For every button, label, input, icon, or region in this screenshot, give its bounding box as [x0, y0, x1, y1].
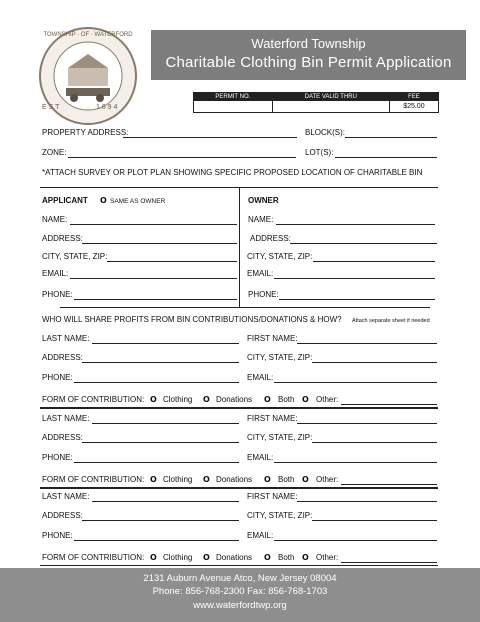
date-valid-header: DATE VALID THRU	[272, 93, 389, 101]
contributor-3-city-field[interactable]	[312, 520, 437, 521]
contributor-2-first-name-label: FIRST NAME:	[247, 414, 298, 423]
contributor-3-both-bubble[interactable]: O	[264, 553, 271, 562]
footer-address: 2131 Auburn Avenue Atco, New Jersey 08004	[143, 573, 337, 584]
contributor-1-first-name-label: FIRST NAME:	[247, 334, 298, 343]
owner-name-field[interactable]	[276, 224, 435, 225]
permit-table	[193, 92, 439, 113]
applicant-phone-label: PHONE:	[42, 290, 73, 299]
permit-no-field[interactable]	[194, 101, 273, 113]
contributor-3-address-field[interactable]	[82, 520, 239, 521]
fee-header: FEE	[389, 93, 438, 101]
contributor-2-last-name-label: LAST NAME:	[42, 414, 90, 423]
contributor-1-donations-bubble[interactable]: O	[203, 395, 210, 404]
owner-address-label: ADDRESS:	[250, 234, 291, 243]
contributor-1-email-field[interactable]	[274, 382, 437, 383]
seal-year: 1 6 9 4	[96, 104, 118, 111]
contributor-2-address-field[interactable]	[82, 442, 239, 443]
lots-field[interactable]	[335, 157, 437, 158]
owner-city-field[interactable]	[313, 261, 435, 262]
footer-phone-fax: Phone: 856-768-2300 Fax: 856-768-1703	[152, 586, 328, 597]
contributor-1-address-label: ADDRESS:	[42, 353, 83, 362]
date-valid-field[interactable]	[272, 101, 389, 113]
footer-website[interactable]: www.waterfordtwp.org	[193, 600, 287, 611]
contributor-2-phone-label: PHONE:	[42, 453, 73, 462]
contributor-2-clothing-label: Clothing	[163, 475, 193, 484]
form-title: Charitable Clothing Bin Permit Application	[165, 54, 452, 71]
contributor-2-last-name-field[interactable]	[92, 423, 239, 424]
contributor-3-donations-bubble[interactable]: O	[203, 553, 210, 562]
contributor-1-address-field[interactable]	[82, 362, 239, 363]
owner-email-label: EMAIL:	[247, 269, 274, 278]
contributor-3-divider	[40, 565, 438, 566]
contributor-3-city-label: CITY, STATE, ZIP:	[247, 511, 313, 520]
column-divider	[239, 188, 240, 308]
contributor-2-other-bubble[interactable]: O	[302, 475, 309, 484]
same-as-owner-bubble[interactable]: O	[100, 196, 107, 205]
contributor-2-donations-bubble[interactable]: O	[203, 475, 210, 484]
applicant-email-field[interactable]	[70, 278, 237, 279]
contributor-3-last-name-field[interactable]	[92, 501, 239, 502]
owner-phone-label: PHONE:	[248, 290, 279, 299]
contributor-3-last-name-label: LAST NAME:	[42, 492, 90, 501]
contributor-1-email-label: EMAIL:	[247, 373, 274, 382]
applicant-city-field[interactable]	[107, 261, 237, 262]
contributor-1-phone-field[interactable]	[74, 382, 239, 383]
contributor-1-divider	[40, 407, 438, 409]
contributor-3-first-name-field[interactable]	[297, 501, 437, 502]
owner-title: OWNER	[248, 196, 279, 205]
contributor-2-phone-field[interactable]	[74, 462, 239, 463]
applicant-name-field[interactable]	[70, 224, 237, 225]
property-address-field[interactable]	[123, 137, 297, 138]
contributor-1-donations-label: Donations	[216, 395, 253, 404]
contributor-3-phone-label: PHONE:	[42, 531, 73, 540]
seal-est: E S T	[42, 104, 60, 111]
contributor-1-last-name-field[interactable]	[92, 343, 239, 344]
contributor-2-city-label: CITY, STATE, ZIP:	[247, 433, 313, 442]
applicant-address-field[interactable]	[82, 243, 237, 244]
zone-label: ZONE:	[42, 148, 67, 157]
blocks-label: BLOCK(S):	[305, 128, 346, 137]
seal-top-text: TOWNSHIP · OF · WATERFORD	[43, 32, 133, 38]
applicant-city-label: CITY, STATE, ZIP:	[42, 252, 108, 261]
owner-name-label: NAME:	[248, 215, 274, 224]
contributor-1-other-label: Other:	[316, 395, 339, 404]
contributor-2-divider	[40, 487, 438, 489]
contributor-1-form-label: FORM OF CONTRIBUTION:	[42, 395, 145, 404]
footer	[0, 568, 480, 622]
contributor-2-both-label: Both	[278, 475, 295, 484]
contributor-2-email-label: EMAIL:	[247, 453, 274, 462]
contributor-1-phone-label: PHONE:	[42, 373, 73, 382]
contributor-3-other-bubble[interactable]: O	[302, 553, 309, 562]
contributor-1-city-field[interactable]	[312, 362, 437, 363]
applicant-phone-field[interactable]	[74, 299, 237, 300]
profits-note: Attach separate sheet if needed	[352, 318, 430, 324]
contributor-2-donations-label: Donations	[216, 475, 253, 484]
contributor-2-address-label: ADDRESS:	[42, 433, 83, 442]
permit-no-header: PERMIT NO.	[194, 93, 273, 101]
applicant-title: APPLICANT	[42, 196, 88, 205]
owner-phone-field[interactable]	[279, 299, 435, 300]
township-name: Waterford Township	[251, 36, 366, 51]
property-address-label: PROPERTY ADDRESS:	[42, 128, 129, 137]
contributor-3-address-label: ADDRESS:	[42, 511, 83, 520]
contributor-3-clothing-bubble[interactable]: O	[150, 553, 157, 562]
contributor-3-form-label: FORM OF CONTRIBUTION:	[42, 553, 145, 562]
same-as-owner-label: SAME AS OWNER	[110, 198, 166, 205]
contributor-1-last-name-label: LAST NAME:	[42, 334, 90, 343]
blocks-field[interactable]	[345, 137, 437, 138]
contributor-1-city-label: CITY, STATE, ZIP:	[247, 353, 313, 362]
contributor-2-form-label: FORM OF CONTRIBUTION:	[42, 475, 145, 484]
contributor-1-other-field[interactable]	[341, 404, 437, 405]
fee-value: $25.00	[389, 101, 438, 113]
contributor-1-first-name-field[interactable]	[297, 343, 437, 344]
contributor-3-donations-label: Donations	[216, 553, 253, 562]
contributor-3-email-label: EMAIL:	[247, 531, 274, 540]
contributor-2-email-field[interactable]	[274, 462, 437, 463]
attach-note: *ATTACH SURVEY OR PLOT PLAN SHOWING SPECIFIC PROPOSED LOCATION OF CHARITABLE BIN	[42, 168, 423, 177]
contributor-2-clothing-bubble[interactable]: O	[150, 475, 157, 484]
owner-email-field[interactable]	[274, 278, 435, 279]
section-divider	[60, 307, 430, 308]
applicant-address-label: ADDRESS:	[42, 234, 83, 243]
zone-field[interactable]	[68, 157, 296, 158]
contributor-1-other-bubble[interactable]: O	[302, 395, 309, 404]
applicant-email-label: EMAIL:	[42, 269, 69, 278]
contributor-1-clothing-bubble[interactable]: O	[150, 395, 157, 404]
seal-graphic	[38, 26, 138, 126]
township-seal	[38, 26, 138, 126]
contributor-3-first-name-label: FIRST NAME:	[247, 492, 298, 501]
contributor-1-both-label: Both	[278, 395, 295, 404]
contributor-3-other-field[interactable]	[341, 562, 437, 563]
owner-city-label: CITY, STATE, ZIP:	[247, 252, 313, 261]
contributor-3-phone-field[interactable]	[74, 540, 239, 541]
contributor-1-both-bubble[interactable]: O	[264, 395, 271, 404]
contributor-2-first-name-field[interactable]	[297, 423, 437, 424]
contributor-2-other-field[interactable]	[341, 484, 437, 485]
contributor-1-clothing-label: Clothing	[163, 395, 193, 404]
contributor-2-city-field[interactable]	[312, 442, 437, 443]
contributor-3-other-label: Other:	[316, 553, 339, 562]
applicant-name-label: NAME:	[42, 215, 68, 224]
profits-question: WHO WILL SHARE PROFITS FROM BIN CONTRIBUTIONS/DONATIONS & HOW?	[42, 315, 342, 324]
contributor-2-both-bubble[interactable]: O	[264, 475, 271, 484]
contributor-3-both-label: Both	[278, 553, 295, 562]
lots-label: LOT(S):	[305, 148, 334, 157]
header-banner	[151, 30, 466, 80]
owner-address-field[interactable]	[290, 243, 437, 244]
contributor-2-other-label: Other:	[316, 475, 339, 484]
contributor-3-clothing-label: Clothing	[163, 553, 193, 562]
contributor-3-email-field[interactable]	[274, 540, 437, 541]
